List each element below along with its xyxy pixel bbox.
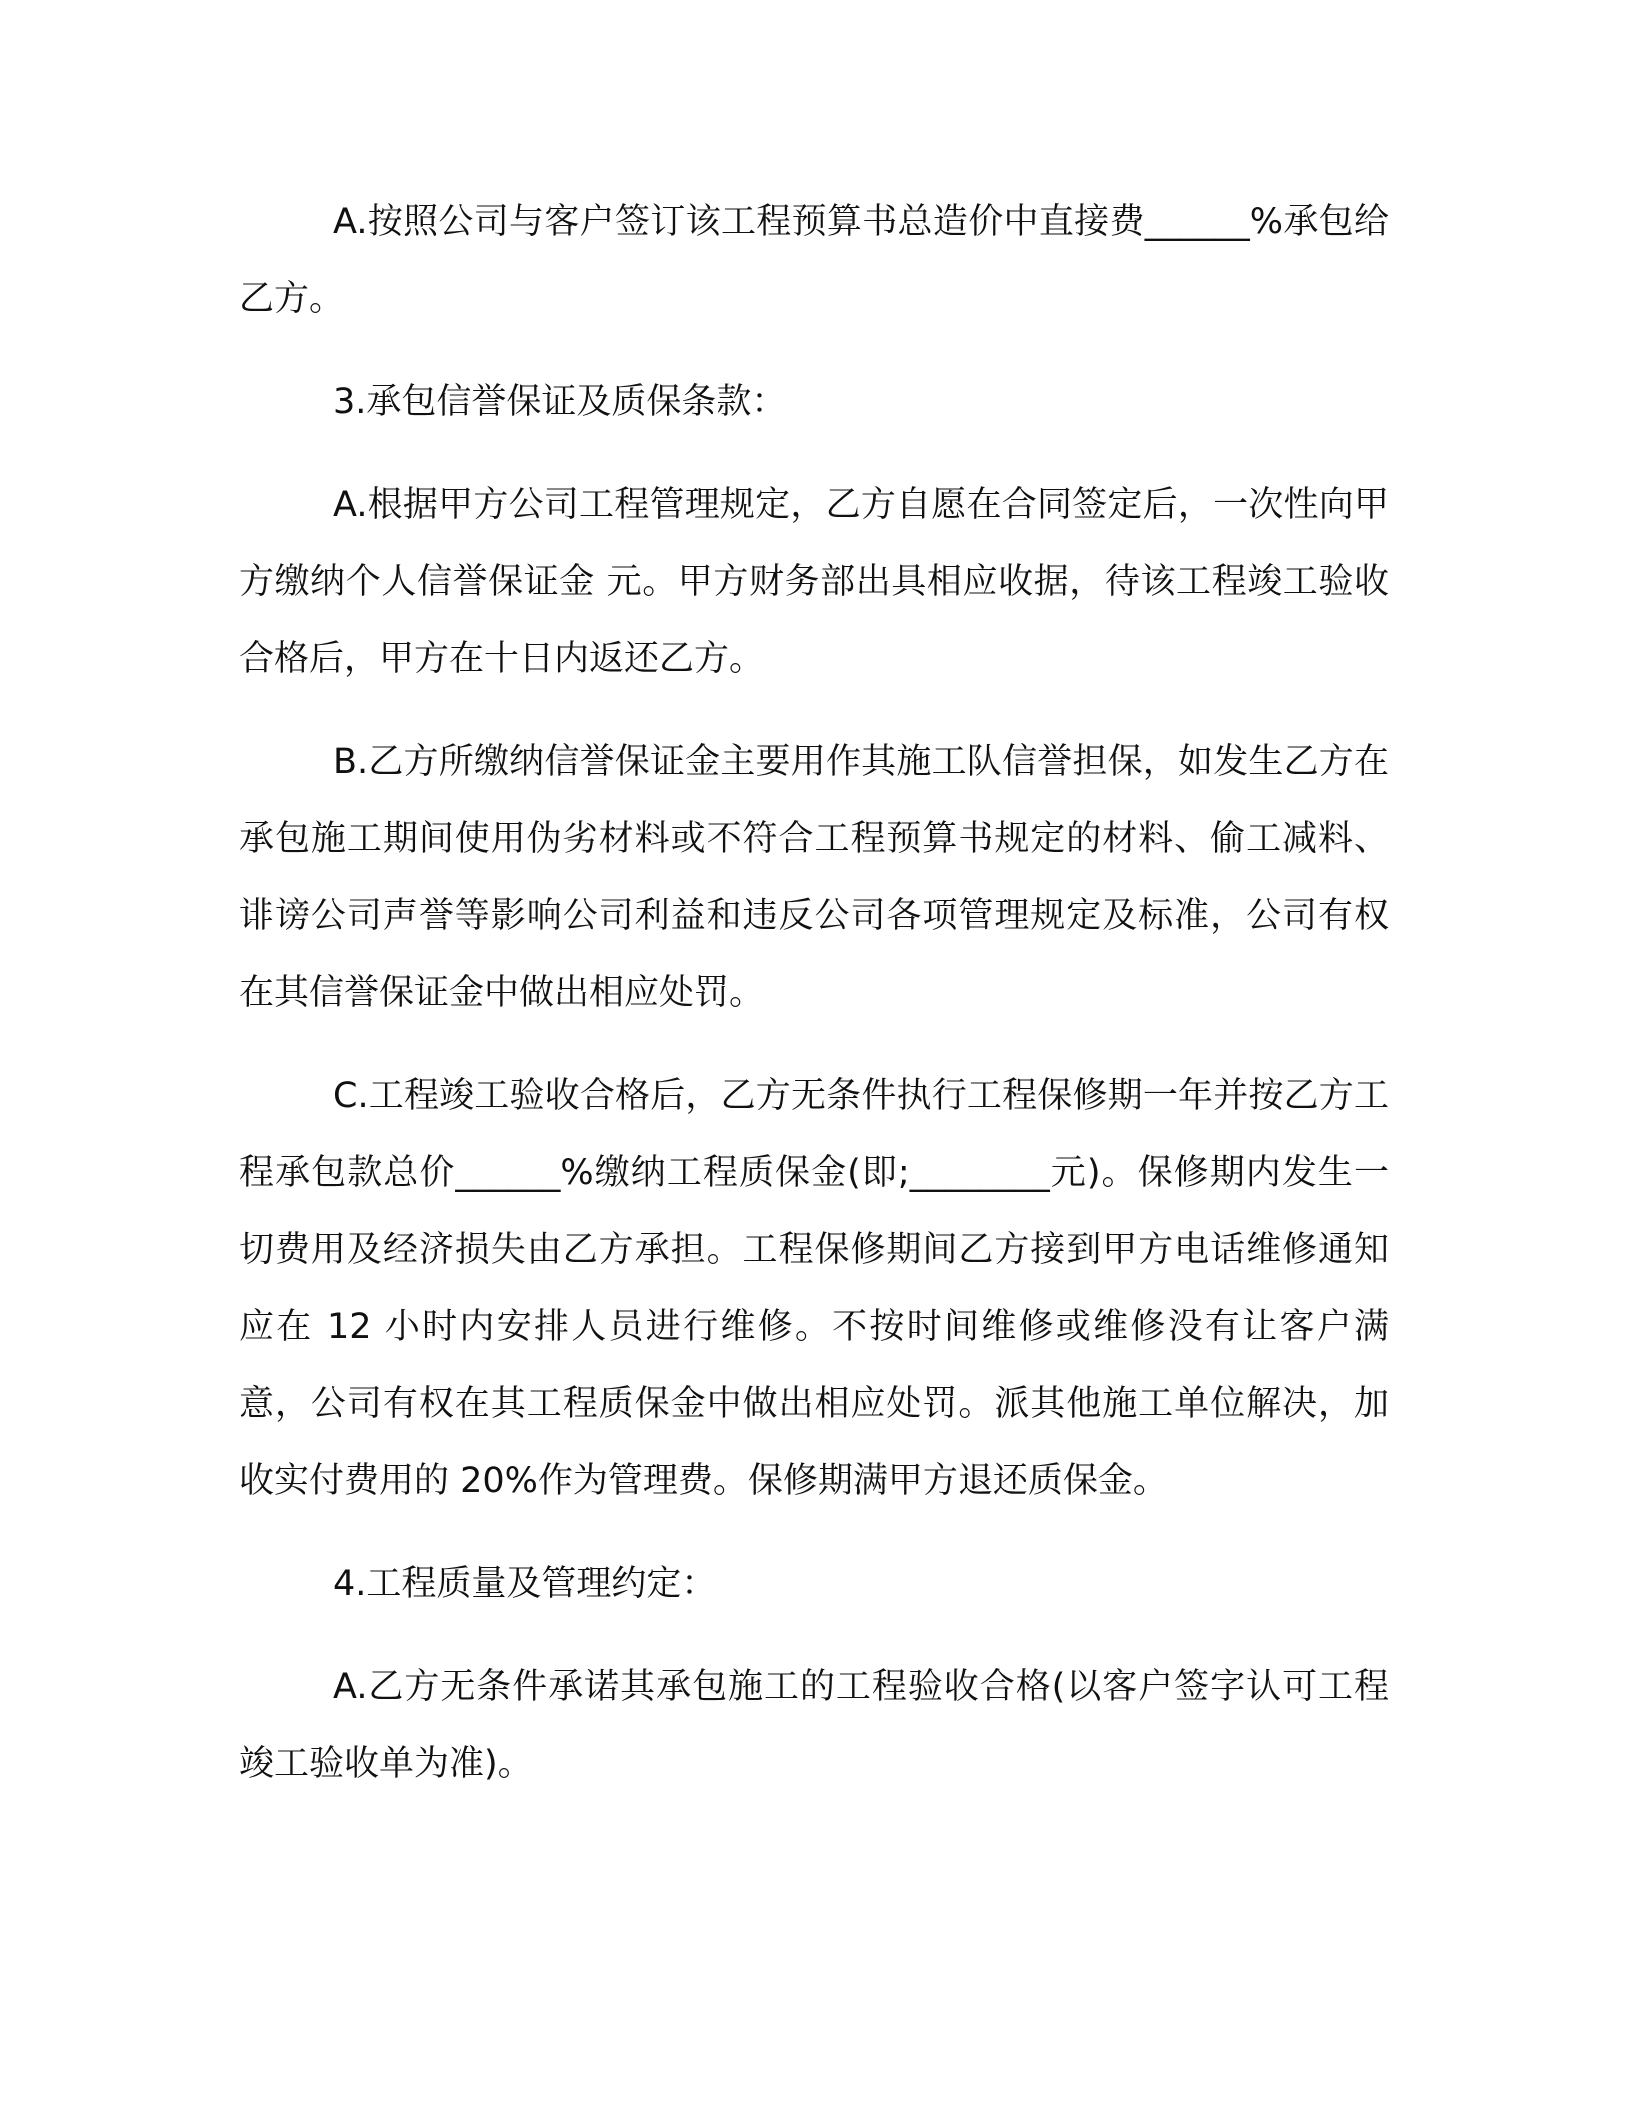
clause-a-direct-cost: A.按照公司与客户签订该工程预算书总造价中直接费______%承包给乙方。	[239, 202, 1389, 319]
clause-3a-deposit: A.根据甲方公司工程管理规定，乙方自愿在合同签定后，一次性向甲方缴纳个人信誉保证金 元。甲方财务部出具相应收据，待该工程竣工验收合格后，甲方在十日内返还乙方。	[239, 485, 1389, 679]
clause-3c-warranty: C.工程竣工验收合格后，乙方无条件执行工程保修期一年并按乙方工程承包款总价______%缴纳工程质保金(即;________元)。保修期内发生一切费用及经济损失由乙方承担。工程保修期间乙方接到甲方电话维修通知应在 12 小时内安排人员进行维修。不按时间维修或维修没有让客户满意，公司有权在其工程质保金中做出相应处罚。派其他施工单位解决，加收实付费用的 20%作为管理费。保修期满甲方退还质保金。	[239, 1076, 1389, 1501]
clause-3b-penalty: B.乙方所缴纳信誉保证金主要用作其施工队信誉担保，如发生乙方在承包施工期间使用伪劣材料或不符合工程预算书规定的材料、偷工减料、诽谤公司声誉等影响公司利益和违反公司各项管理规定及标准，公司有权在其信誉保证金中做出相应处罚。	[239, 742, 1389, 1013]
section-3-heading: 3.承包信誉保证及质保条款：	[333, 382, 787, 422]
clause-4a-quality: A.乙方无条件承诺其承包施工的工程验收合格(以客户签字认可工程竣工验收单为准)。	[239, 1667, 1389, 1784]
section-4-heading: 4.工程质量及管理约定：	[333, 1564, 717, 1604]
document-body	[239, 184, 1389, 1803]
